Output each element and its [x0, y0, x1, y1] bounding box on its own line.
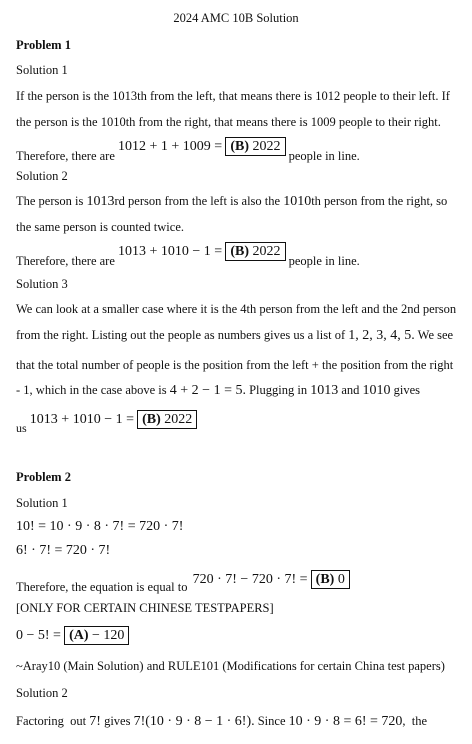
p1-s2-text-e: th person from the right, so — [311, 194, 448, 208]
p1-s1-answer-box — [225, 137, 285, 156]
p1-s2-answer-box — [225, 242, 285, 261]
p2-s2-line-1 — [16, 713, 427, 730]
p1-s2-people-in-line: people in line. — [288, 254, 360, 268]
problem-1-heading: Problem 1 — [16, 38, 71, 52]
p1-s3-answer-box — [137, 410, 197, 429]
p1-s1-line-2: the person is the 1010th from the right, that means there is 1009 people to their right. — [16, 115, 441, 129]
p2-s1-alt-answer-value: − 120 — [92, 628, 125, 643]
p1-s2-therefore-line — [16, 242, 360, 268]
p1-s3-us-text: us — [16, 421, 27, 435]
p1-s3-l4-math-f: 1010 — [362, 383, 391, 398]
p1-s3-l4-text-e: and — [341, 383, 360, 397]
p1-s2-equation: 1013 + 1010 − 1 = — [118, 244, 223, 259]
p1-s3-list-math: 1, 2, 3, 4, 5. — [348, 328, 415, 343]
p1-s2-text-c: rd person from the left is also the — [114, 194, 281, 208]
p1-solution-2-label: Solution 2 — [16, 169, 68, 183]
p1-s3-l4-math-d: 1013 — [310, 383, 339, 398]
p1-s3-line-4 — [16, 382, 420, 399]
p1-s2-math-1010: 1010 — [283, 194, 312, 209]
p1-s1-therefore-line — [16, 137, 360, 163]
p2-s2-math-7fact: 7! — [89, 714, 101, 729]
p2-s2-text-since: Since — [257, 714, 286, 728]
p1-s2-math-1013: 1013 — [86, 194, 115, 209]
p2-s1-equation-2: 6! · 7! = 720 · 7! — [16, 543, 111, 558]
p1-s3-l4-text-g: gives — [393, 383, 421, 397]
p1-s3-text-c: We see — [417, 328, 454, 342]
p2-s1-equation: 720 · 7! − 720 · 7! = — [192, 572, 308, 587]
p1-s2-line-2: the same person is counted twice. — [16, 220, 185, 234]
p2-s2-text-gives: gives — [104, 714, 131, 728]
p1-s2-answer-letter: (B) — [230, 244, 249, 259]
p1-s3-line-2 — [16, 327, 453, 344]
p2-s2-math-since: 10 · 9 · 8 = 6! = 720 — [288, 714, 403, 729]
p1-s3-l4-text-a: - 1, which in the case above is — [16, 383, 167, 397]
p1-s1-therefore-text: Therefore, there are — [16, 149, 115, 163]
p1-s1-line-1: If the person is the 1013th from the left, that means there is 1012 people to their left. If — [16, 89, 450, 103]
p1-s3-text-a: from the right. Listing out the people as numbers gives us a list of — [16, 328, 346, 342]
p2-s2-text-a: Factoring out — [16, 714, 87, 728]
p1-s1-answer-letter: (B) — [230, 139, 249, 154]
p1-solution-3-label: Solution 3 — [16, 277, 68, 291]
p2-s1-answer-box — [311, 570, 350, 589]
p2-s1-equation-1: 10! = 10 · 9 · 8 · 7! = 720 · 7! — [16, 519, 184, 534]
p1-s1-people-in-line: people in line. — [288, 149, 360, 163]
p2-s1-alt-equation: 0 − 5! = — [16, 628, 61, 643]
p1-s2-answer-value: 2022 — [252, 244, 281, 259]
p2-solution-2-label: Solution 2 — [16, 686, 68, 700]
p1-s1-equation: 1012 + 1 + 1009 = — [118, 139, 223, 154]
page-title: 2024 AMC 10B Solution — [173, 11, 299, 25]
p2-s1-answer-letter: (B) — [315, 572, 335, 587]
p2-solution-1-label: Solution 1 — [16, 496, 68, 510]
p1-s3-answer-value: 2022 — [164, 412, 193, 427]
p1-s2-text-a: The person is — [16, 194, 84, 208]
p2-s2-math-factored: 7!(10 · 9 · 8 − 1 · 6!). — [133, 714, 255, 729]
p1-s1-answer-value: 2022 — [252, 139, 281, 154]
p2-s1-answer-value: 0 — [337, 572, 345, 587]
p2-s1-therefore-line — [16, 570, 350, 594]
p1-s3-line-3: that the total number of people is the position from the left + the position from the right — [16, 358, 454, 372]
p2-s1-therefore-text: Therefore, the equation is equal to — [16, 580, 188, 594]
p1-solution-1-label: Solution 1 — [16, 63, 68, 77]
p2-s2-text-the: , the — [402, 714, 428, 728]
p1-s3-final-equation: 1013 + 1010 − 1 = — [29, 412, 134, 427]
problem-2-heading: Problem 2 — [16, 470, 71, 484]
p1-s2-therefore-text: Therefore, there are — [16, 254, 115, 268]
p2-s1-alt-answer-letter: (A) — [69, 628, 89, 643]
p2-s1-chinese-note: [ONLY FOR CERTAIN CHINESE TESTPAPERS] — [16, 601, 274, 615]
p1-s3-l4-math-b: 4 + 2 − 1 = 5. — [169, 383, 246, 398]
p2-s1-alt-answer-box — [64, 626, 129, 645]
p1-s2-line-1 — [16, 193, 447, 210]
p2-s1-alt-line — [16, 626, 129, 645]
p1-s3-line-1: We can look at a smaller case where it is the 4th person from the left and the 2nd person — [16, 302, 457, 316]
p1-s3-l4-text-c: Plugging in — [249, 383, 308, 397]
p2-s1-credit: ~Aray10 (Main Solution) and RULE101 (Modifications for certain China test papers) — [16, 659, 445, 673]
p1-s3-answer-letter: (B) — [142, 412, 161, 427]
p1-s3-final-line — [16, 410, 197, 435]
